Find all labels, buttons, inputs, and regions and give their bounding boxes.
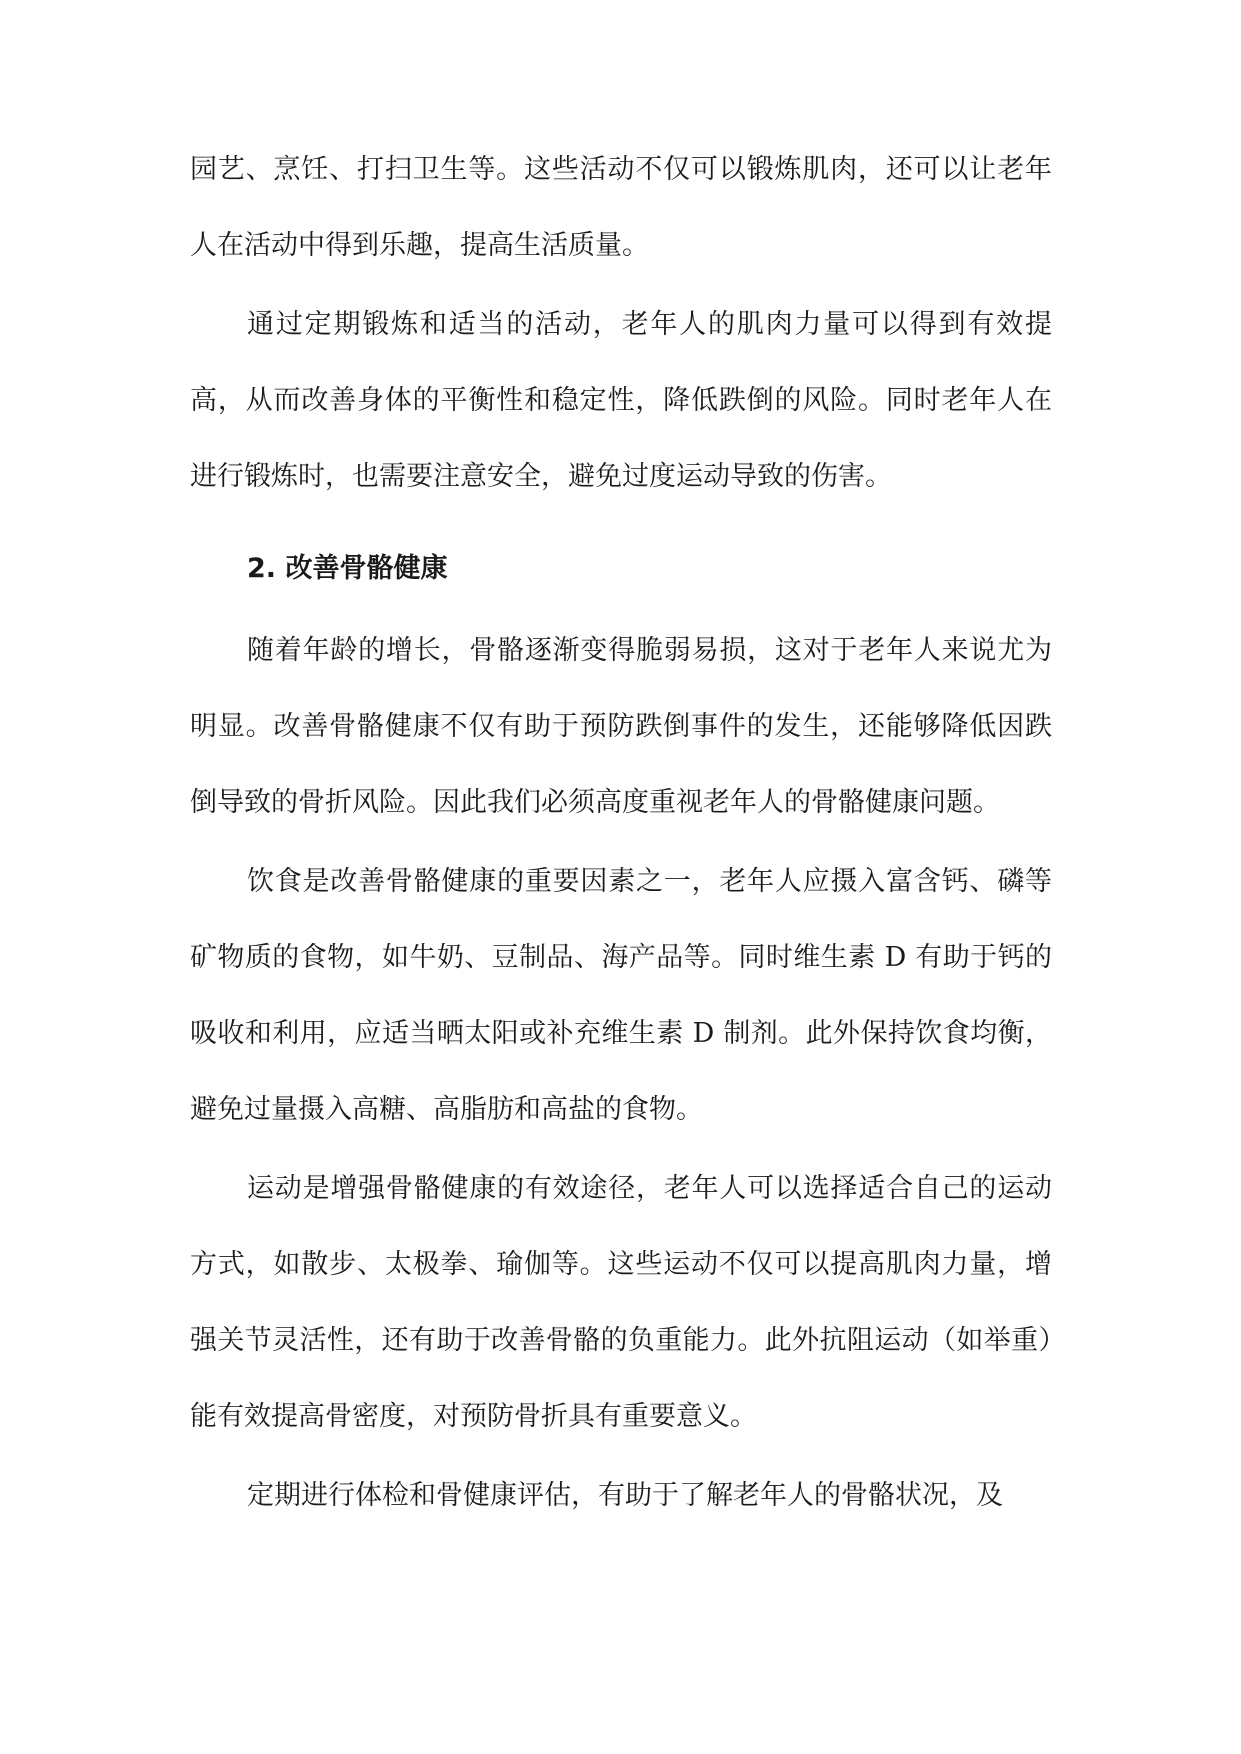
paragraph: 饮食是改善骨骼健康的重要因素之一，老年人应摄入富含钙、磷等矿物质的食物，如牛奶、豆制品、海产品等。同时维生素 D 有助于钙的吸收和利用，应适当晒太阳或补充维生素 D 制剂。此外保持饮食均衡，避免过量摄入高糖、高脂肪和高盐的食物。 xyxy=(190,866,1052,1125)
paragraph: 随着年龄的增长，骨骼逐渐变得脆弱易损，这对于老年人来说尤为明显。改善骨骼健康不仅有助于预防跌倒事件的发生，还能够降低因跌倒导致的骨折风险。因此我们必须高度重视老年人的骨骼健康问题。 xyxy=(190,635,1052,818)
section-heading: 2. 改善骨骼健康 xyxy=(247,553,448,584)
paragraph: 定期进行体检和骨健康评估，有助于了解老年人的骨骼状况，及 xyxy=(247,1480,1003,1511)
paragraph: 运动是增强骨骼健康的有效途径，老年人可以选择适合自己的运动方式，如散步、太极拳、瑜伽等。这些运动不仅可以提高肌肉力量，增强关节灵活性，还有助于改善骨骼的负重能力。此外抗阻运动（如举重）能有效提高骨密度，对预防骨折具有重要意义。 xyxy=(190,1173,1052,1432)
paragraph: 园艺、烹饪、打扫卫生等。这些活动不仅可以锻炼肌肉，还可以让老年人在活动中得到乐趣，提高生活质量。 xyxy=(190,154,1052,261)
document-page xyxy=(190,132,1052,1537)
paragraph: 通过定期锻炼和适当的活动，老年人的肌肉力量可以得到有效提高，从而改善身体的平衡性和稳定性，降低跌倒的风险。同时老年人在进行锻炼时，也需要注意安全，避免过度运动导致的伤害。 xyxy=(190,309,1052,492)
